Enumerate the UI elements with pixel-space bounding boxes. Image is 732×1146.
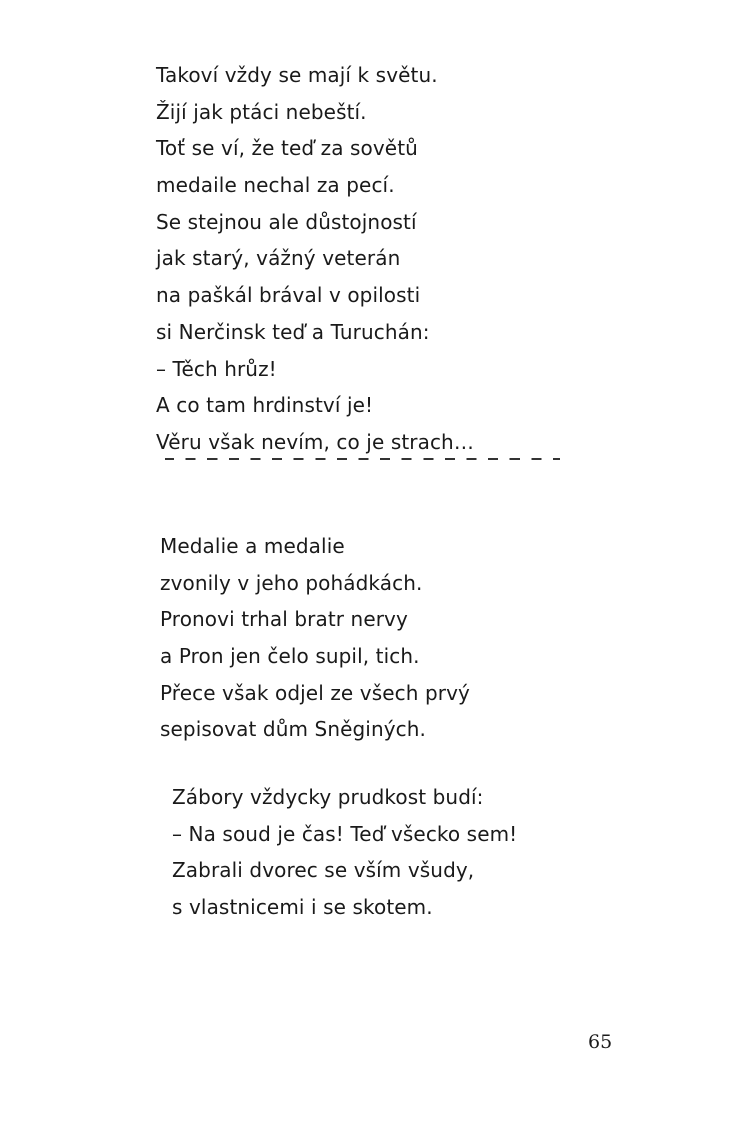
- poem-line: medaile nechal za pecí.: [156, 173, 395, 198]
- stanza-3: [172, 779, 517, 926]
- poem-line: Takoví vždy se mají k světu.: [156, 63, 438, 87]
- poem-line: sepisovat dům Sněginých.: [160, 717, 427, 742]
- poem-line: si Nerčinsk teď a Turuchán:: [156, 319, 430, 344]
- section-separator: [165, 458, 560, 462]
- poem-line: jak starý, vážný veterán: [156, 246, 401, 271]
- poem-line: a Pron jen čelo supil, tich.: [160, 644, 420, 669]
- poem-line: Zabrali dvorec se vším všudy,: [172, 858, 475, 883]
- poem-line: s vlastnicemi i se skotem.: [172, 895, 433, 920]
- poem-line: A co tam hrdinství je!: [156, 393, 374, 418]
- poem-line: na paškál brával v opilosti: [156, 283, 421, 308]
- poem-line: Věru však nevím, co je strach…: [156, 429, 474, 454]
- poem-line: Toť se ví, že teď za sovětů: [156, 136, 418, 161]
- poem-line: Zábory vždycky prudkost budí:: [172, 785, 484, 809]
- stanza-1: [156, 57, 474, 461]
- poem-line: – Těch hrůz!: [156, 356, 277, 381]
- poem-line: Pronovi trhal bratr nervy: [160, 607, 408, 632]
- poem-line: Se stejnou ale důstojností: [156, 209, 417, 234]
- stanza-2: [160, 528, 470, 748]
- page-number: 65: [588, 1031, 613, 1053]
- poem-line: zvonily v jeho pohádkách.: [160, 570, 423, 595]
- poem-line: Přece však odjel ze všech prvý: [160, 680, 470, 705]
- poem-line: Medalie a medalie: [160, 534, 345, 558]
- poem-line: – Na soud je čas! Teď všecko sem!: [172, 821, 518, 846]
- poem-line: Žijí jak ptáci nebeští.: [156, 99, 367, 124]
